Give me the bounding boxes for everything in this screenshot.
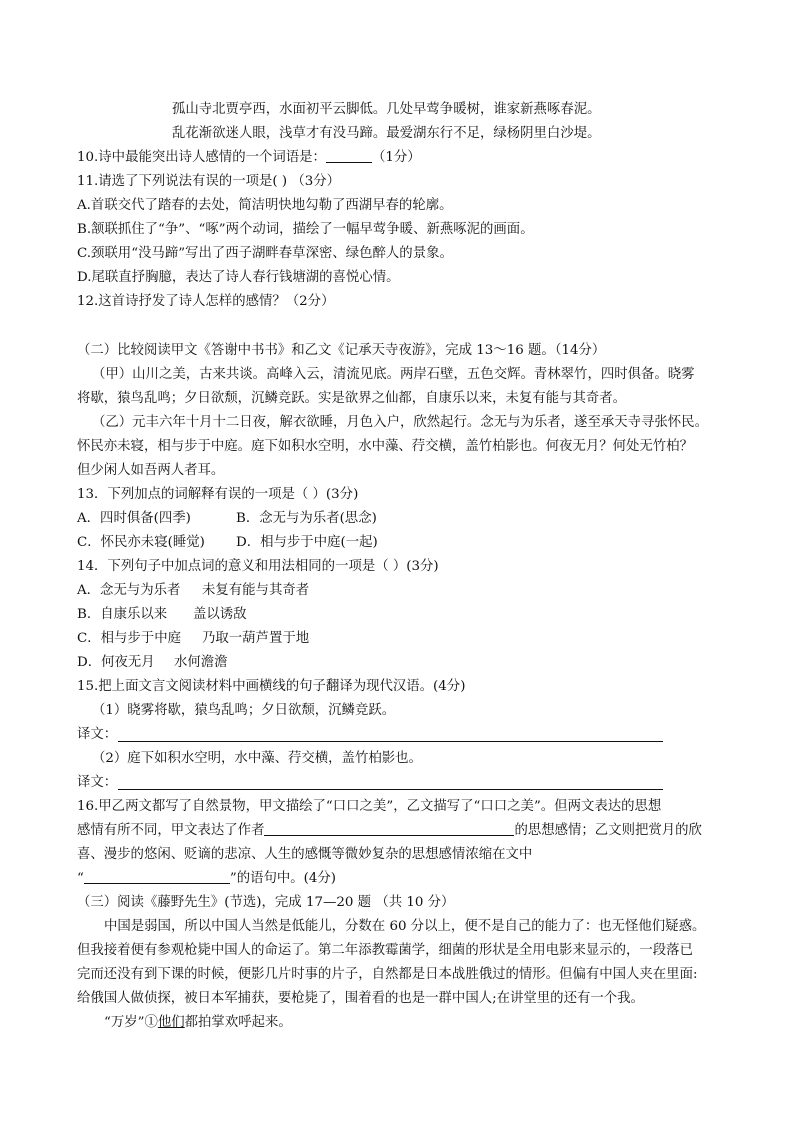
question-14-option-a: A．念无与为乐者 <box>77 583 181 598</box>
underlined-word-they: 他们 <box>157 1015 185 1030</box>
question-14-option-c: C．相与步于中庭 <box>77 631 181 646</box>
question-11-option-b: B.颔联抓住了“争”、“啄”两个动词，描绘了一幅早莺争暖、新燕啄泥的画面。 <box>77 222 534 237</box>
passage-line-5-start: “万岁”① <box>104 1015 158 1030</box>
question-13-stem: 13．下列加点的词解释有误的一项是（ ）(3分) <box>77 487 359 502</box>
yi-text-line-3: 但少闲人如吾两人者耳。 <box>77 463 225 478</box>
question-16-line-3: 喜、漫步的悠闲、贬谪的悲凉、人生的感慨等微妙复杂的思想感情浓缩在文中 <box>77 847 533 862</box>
yi-text-line-2: 怀民亦未寝，相与步于中庭。庭下如积水空明，水中藻、荇交横，盖竹柏影也。何夜无月？何处无竹柏？ <box>77 439 693 454</box>
question-16-line-4-end: ”的语句中。(4分) <box>229 871 337 886</box>
translation-answer-line-2[interactable] <box>118 789 663 790</box>
poem-line-1: 孤山寺北贾亭西，水面初平云脚低。几处早莺争暖树，谁家新燕啄春泥。 <box>172 102 601 117</box>
jia-text-line-1: （甲）山川之美，古来共谈。高峰入云，清流见底。两岸石壁，五色交辉。青林翠竹，四时俱备。晓雾 <box>92 367 695 382</box>
answer-blank-16a[interactable] <box>264 822 514 836</box>
question-11-option-d: D.尾联直抒胸臆，表达了诗人春行钱塘湖的喜悦心情。 <box>77 270 400 285</box>
question-14-option-d: D．何夜无月 <box>77 655 155 670</box>
question-10-text: 10.诗中最能突出诗人感情的一个词语是： <box>77 150 326 165</box>
question-12: 12.这首诗抒发了诗人怎样的感情？（2分） <box>77 294 335 309</box>
passage-line-5 <box>104 1014 292 1032</box>
question-11-stem: 11.请选了下列说法有误的一项是( ) （3分） <box>77 174 341 189</box>
question-13-option-b: B．念无与为乐者(思念) <box>236 511 377 526</box>
passage-line-3: 完而还没有到下课的时候，便影几片时事的片子，自然都是日本战胜俄过的情形。但偏有中国人夹在里面: <box>77 967 698 982</box>
passage-line-2: 但我接着便有参观枪毙中国人的命运了。第二年添教霉菌学，细菌的形状是全用电影来显示的，一段落已 <box>77 943 693 958</box>
question-13-option-d: D．相与步于中庭(一起) <box>236 535 378 550</box>
question-14-option-c-pair: 乃取一葫芦置于地 <box>202 631 310 646</box>
passage-line-5-end: 都拍掌欢呼起来。 <box>184 1015 292 1030</box>
yi-text-line-1: （乙）元丰六年十月十二日夜，解衣欲睡，月色入户，欣然起行。念无与为乐者，遂至承天寺寻张怀民。 <box>92 415 708 430</box>
question-14-option-b: B．自康乐以来 <box>77 607 168 622</box>
question-14-option-a-pair: 未复有能与其奇者 <box>202 583 310 598</box>
question-13-option-a: A．四时俱备(四季) <box>77 511 191 526</box>
section-3-title: （三）阅读《藤野先生》(节选)，完成 17—20 题 （共 10 分） <box>77 895 455 910</box>
question-14-option-d-pair: 水何澹澹 <box>174 655 228 670</box>
question-16-line-1: 16.甲乙两文都写了自然景物，甲文描绘了“口口之美”，乙文描写了“口口之美”。但两文表达的思想 <box>77 799 662 814</box>
answer-blank-10[interactable] <box>326 149 372 163</box>
question-16-line-4 <box>77 870 336 888</box>
question-16-line-2-start: 感情有所不同，甲文表达了作者 <box>77 823 265 838</box>
translation-answer-line-1[interactable] <box>118 741 663 742</box>
jia-text-line-2: 将歇，猿鸟乱鸣；夕日欲颓，沉鳞竞跃。实是欲界之仙都，自康乐以来，未复有能与其奇者。 <box>77 391 627 406</box>
question-15-sentence-1: （1）晓雾将歇，猿鸟乱鸣；夕日欲颓，沉鳞竞跃。 <box>92 703 396 718</box>
question-11-option-a: A.首联交代了踏春的去处，简洁明快地勾勒了西湖早春的轮廓。 <box>77 198 453 213</box>
question-14-stem: 14．下列句子中加点词的意义和用法相同的一项是（ ）(3分) <box>77 559 439 574</box>
question-13-option-c: C．怀民亦未寝(睡觉) <box>77 535 205 550</box>
translation-label-2: 译文： <box>77 775 118 790</box>
section-2-title: （二）比较阅读甲文《答谢中书书》和乙文《记承天寺夜游》，完成 13～16 题。（14分） <box>77 343 606 358</box>
question-11-option-c: C.颈联用“没马蹄”写出了西子湖畔春草深密、绿色醉人的景象。 <box>77 246 453 261</box>
question-10 <box>77 149 421 167</box>
question-14-option-b-pair: 盖以诱敌 <box>193 607 247 622</box>
open-quote: “ <box>77 871 84 886</box>
question-15-sentence-2: （2）庭下如积水空明，水中藻、荇交横，盖竹柏影也。 <box>92 751 422 766</box>
question-16-line-2-end: 的思想感情；乙文则把赏月的欣 <box>514 823 702 838</box>
answer-blank-16b[interactable] <box>84 870 230 884</box>
question-16-line-2 <box>77 822 702 840</box>
passage-line-4: 给俄国人做侦探，被日本军捕获，要枪毙了，围着看的也是一群中国人;在讲堂里的还有一个我。 <box>77 991 644 1006</box>
passage-line-1: 中国是弱国，所以中国人当然是低能儿，分数在 60 分以上，便不是自己的能力了：也无怪他们疑惑。 <box>104 919 706 934</box>
translation-label-1: 译文： <box>77 727 118 742</box>
question-15-stem: 15.把上面文言文阅读材料中画横线的句子翻译为现代汉语。(4分) <box>77 679 466 694</box>
poem-line-2: 乱花渐欲迷人眼，浅草才有没马蹄。最爱湖东行不足，绿杨阴里白沙堤。 <box>172 126 601 141</box>
question-10-score: （1分） <box>371 150 421 165</box>
